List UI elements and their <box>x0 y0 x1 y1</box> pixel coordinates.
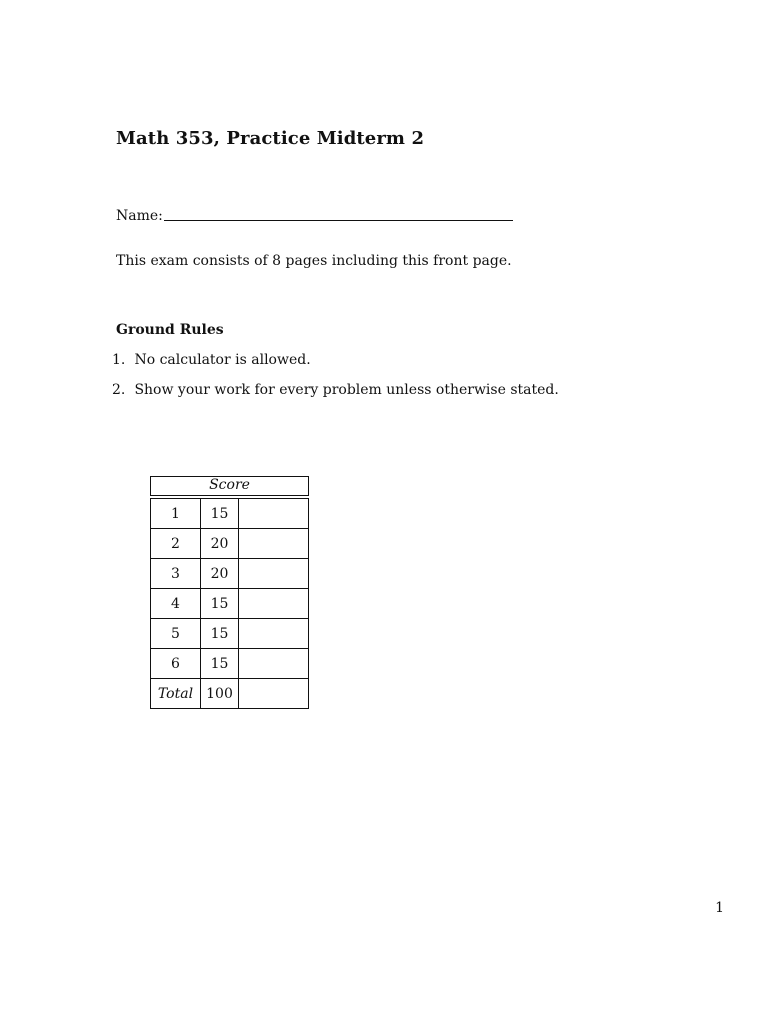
problem-points: 15 <box>201 619 239 649</box>
name-blank-line <box>164 220 513 221</box>
problem-number: 6 <box>151 649 201 679</box>
problem-points: 20 <box>201 529 239 559</box>
table-row <box>151 499 309 529</box>
total-score-blank <box>239 679 309 709</box>
problem-number: 3 <box>151 559 201 589</box>
problem-number: 2 <box>151 529 201 559</box>
score-blank <box>239 529 309 559</box>
total-label: Total <box>151 679 201 709</box>
table-row <box>151 529 309 559</box>
page-title: Math 353, Practice Midterm 2 <box>116 128 425 149</box>
rule-item <box>112 382 559 412</box>
total-row <box>151 679 309 709</box>
ground-rules-list <box>112 352 559 412</box>
exam-intro-text: This exam consists of 8 pages including this front page. <box>116 253 512 269</box>
problem-number: 5 <box>151 619 201 649</box>
rule-item <box>112 352 559 382</box>
score-blank <box>239 589 309 619</box>
total-points: 100 <box>201 679 239 709</box>
score-table <box>150 498 309 709</box>
name-label: Name: <box>116 208 163 224</box>
table-row <box>151 619 309 649</box>
score-blank <box>239 619 309 649</box>
table-row <box>151 649 309 679</box>
name-field-row <box>116 208 536 228</box>
problem-points: 15 <box>201 499 239 529</box>
score-table-header: Score <box>150 476 309 496</box>
table-row <box>151 559 309 589</box>
rule-number: 2. <box>112 382 126 398</box>
score-blank <box>239 499 309 529</box>
score-blank <box>239 559 309 589</box>
table-row <box>151 589 309 619</box>
problem-points: 15 <box>201 589 239 619</box>
rule-text: Show your work for every problem unless otherwise stated. <box>134 382 559 398</box>
problem-number: 1 <box>151 499 201 529</box>
ground-rules-heading: Ground Rules <box>116 322 224 338</box>
problem-points: 20 <box>201 559 239 589</box>
page-number: 1 <box>715 900 724 916</box>
rule-number: 1. <box>112 352 126 368</box>
rule-text: No calculator is allowed. <box>134 352 311 368</box>
score-blank <box>239 649 309 679</box>
problem-points: 15 <box>201 649 239 679</box>
problem-number: 4 <box>151 589 201 619</box>
